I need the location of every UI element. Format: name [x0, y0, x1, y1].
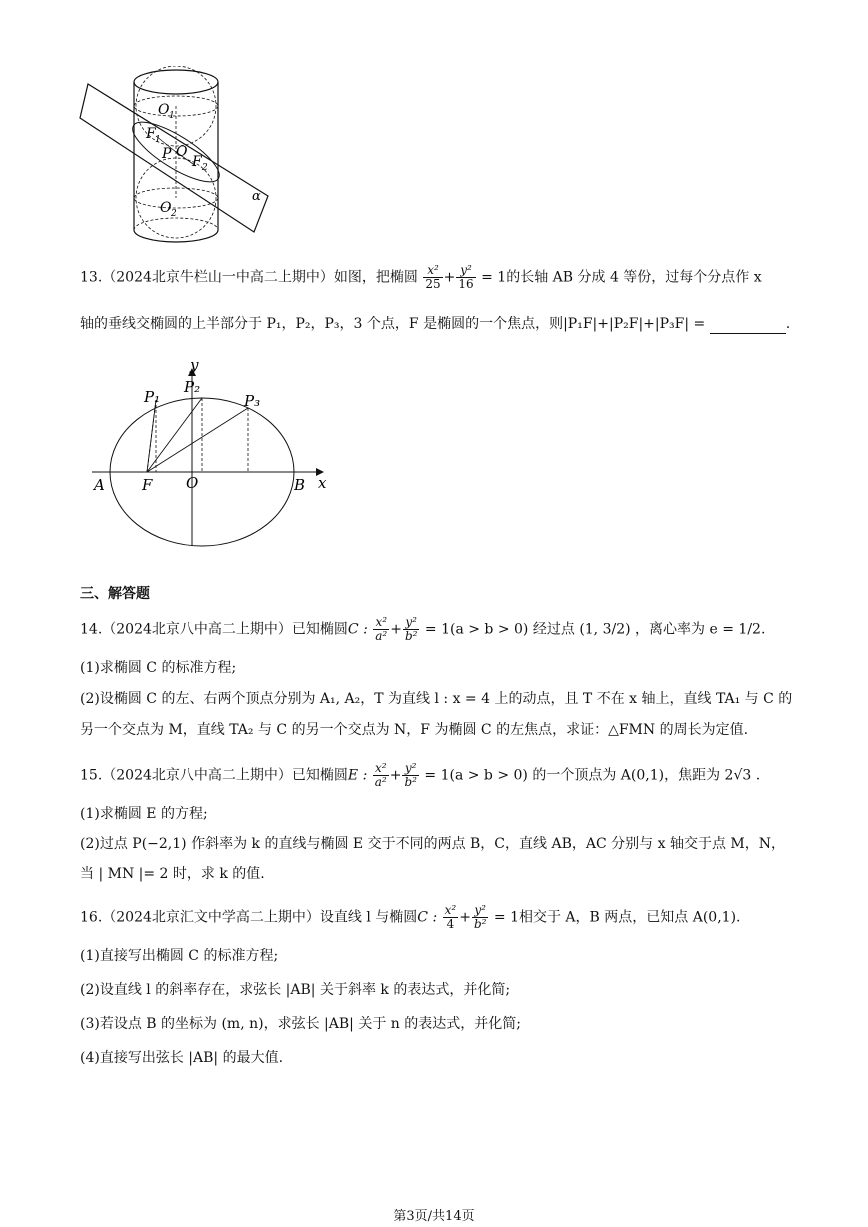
fraction-y2-b2: $\frac{\text{y²}}{\text{b²}}$ [404, 761, 417, 789]
q16-part3: (3)若设点 B 的坐标为 (m, n)，求弦长 |AB| 关于 n 的表达式，并化简; [80, 1016, 521, 1032]
q13-line1: 13.（2024北京牛栏山一中高二上期中）如图，把椭圆 $\frac{\text{x²}}{25}$ + $\frac{\text{y²}}{16}$ = 1的长轴 AB 分成 4 等份，过每个分点作 x [80, 263, 762, 291]
fraction-x2-4: $\frac{\text{x²}}{4}$ [444, 903, 457, 931]
q16-part1: (1)直接写出椭圆 C 的标准方程; [80, 948, 279, 964]
label-o2-sub: 2 [171, 209, 177, 219]
fraction-y2-b2: $\frac{\text{y²}}{\text{b²}}$ [473, 903, 487, 931]
label-f: F [142, 476, 153, 494]
q13-line2: 轴的垂线交椭圆的上半部分于 P₁，P₂，P₃，3 个点，F 是椭圆的一个焦点，则|P₁F|+|P₂F|+|P₃F| = . [80, 316, 791, 332]
label-p1: P₁ [144, 388, 161, 406]
fraction-x2-a2: $\frac{\text{x²}}{\text{a²}}$ [374, 761, 387, 789]
label-f2-sub: 2 [202, 163, 208, 173]
label-f2: F [192, 154, 202, 170]
label-b: B [294, 476, 306, 494]
cylinder-figure [78, 66, 278, 246]
fraction-y2-16: $\frac{\text{y²}}{16}$ [458, 263, 474, 291]
q16-line1: 16.（2024北京汇文中学高二上期中）设直线 l 与椭圆C : $\frac{\text{x²}}{4}$ + $\frac{\text{y²}}{\text{b²}}$ = 1相交于 A，B 两点，已知点 A(0,1). [80, 903, 741, 931]
q16-part2: (2)设直线 l 的斜率存在，求弦长 |AB| 关于斜率 k 的表达式，并化简; [80, 982, 511, 998]
q14-line1: 14.（2024北京八中高二上期中）已知椭圆C : $\frac{\text{x²}}{\text{a²}}$ + $\frac{\text{y²}}{\text{b²}}$ = 1(a > b > 0) 经过点 (1, 3/2) ，离心率为 e = 1/2. [80, 615, 766, 643]
axis-x-label: x [318, 474, 327, 492]
page-number: 第3页/共14页 [393, 1209, 475, 1224]
label-a: A [94, 476, 105, 494]
label-o2: O [160, 200, 172, 216]
label-o1: O [158, 102, 170, 118]
q15-part2-cont: 当 | MN |= 2 时，求 k 的值. [80, 866, 265, 882]
fraction-x2-a2: $\frac{\text{x²}}{\text{a²}}$ [375, 615, 388, 643]
label-p2: P₂ [184, 378, 201, 396]
label-f1-sub: 1 [155, 135, 161, 145]
label-o: O [176, 144, 188, 160]
fraction-x2-25: $\frac{\text{x²}}{25}$ [425, 263, 441, 291]
q15-part1: (1)求椭圆 E 的方程; [80, 806, 208, 822]
q14-part2: (2)设椭圆 C 的左、右两个顶点分别为 A₁, A₂，T 为直线 l : x = 4 上的动点，且 T 不在 x 轴上，直线 TA₁ 与 C 的 [80, 691, 793, 707]
section-title: 三、解答题 [80, 586, 150, 602]
label-alpha: α [252, 189, 261, 204]
label-p: P [162, 146, 172, 162]
eccentricity-value: 1/2 [738, 621, 761, 638]
ellipse-figure [88, 356, 338, 556]
fraction-y2-b2: $\frac{\text{y²}}{\text{b²}}$ [404, 615, 418, 643]
q14-part2-cont: 另一个交点为 M，直线 TA₂ 与 C 的另一个交点为 N，F 为椭圆 C 的左焦点，求证：△FMN 的周长为定值. [80, 722, 749, 738]
point-coordinates: (1, 3/2) [579, 621, 631, 638]
label-origin: O [186, 474, 199, 492]
q15-line1: 15.（2024北京八中高二上期中）已知椭圆E : $\frac{\text{x²}}{\text{a²}}$ + $\frac{\text{y²}}{\text{b²}}$ = 1(a > b > 0) 的一个顶点为 A(0,1)，焦距为 2√3 . [80, 761, 761, 789]
label-f1: F [146, 126, 156, 142]
axis-y-label: y [190, 356, 199, 374]
answer-blank[interactable] [710, 319, 786, 334]
label-p3: P₃ [244, 392, 261, 410]
q16-part4: (4)直接写出弦长 |AB| 的最大值. [80, 1050, 284, 1066]
q15-part2: (2)过点 P(−2,1) 作斜率为 k 的直线与椭圆 E 交于不同的两点 B，C，直线 AB，AC 分别与 x 轴交于点 M，N， [80, 836, 785, 852]
q14-part1: (1)求椭圆 C 的标准方程; [80, 660, 237, 676]
label-o1-sub: 1 [169, 111, 175, 121]
